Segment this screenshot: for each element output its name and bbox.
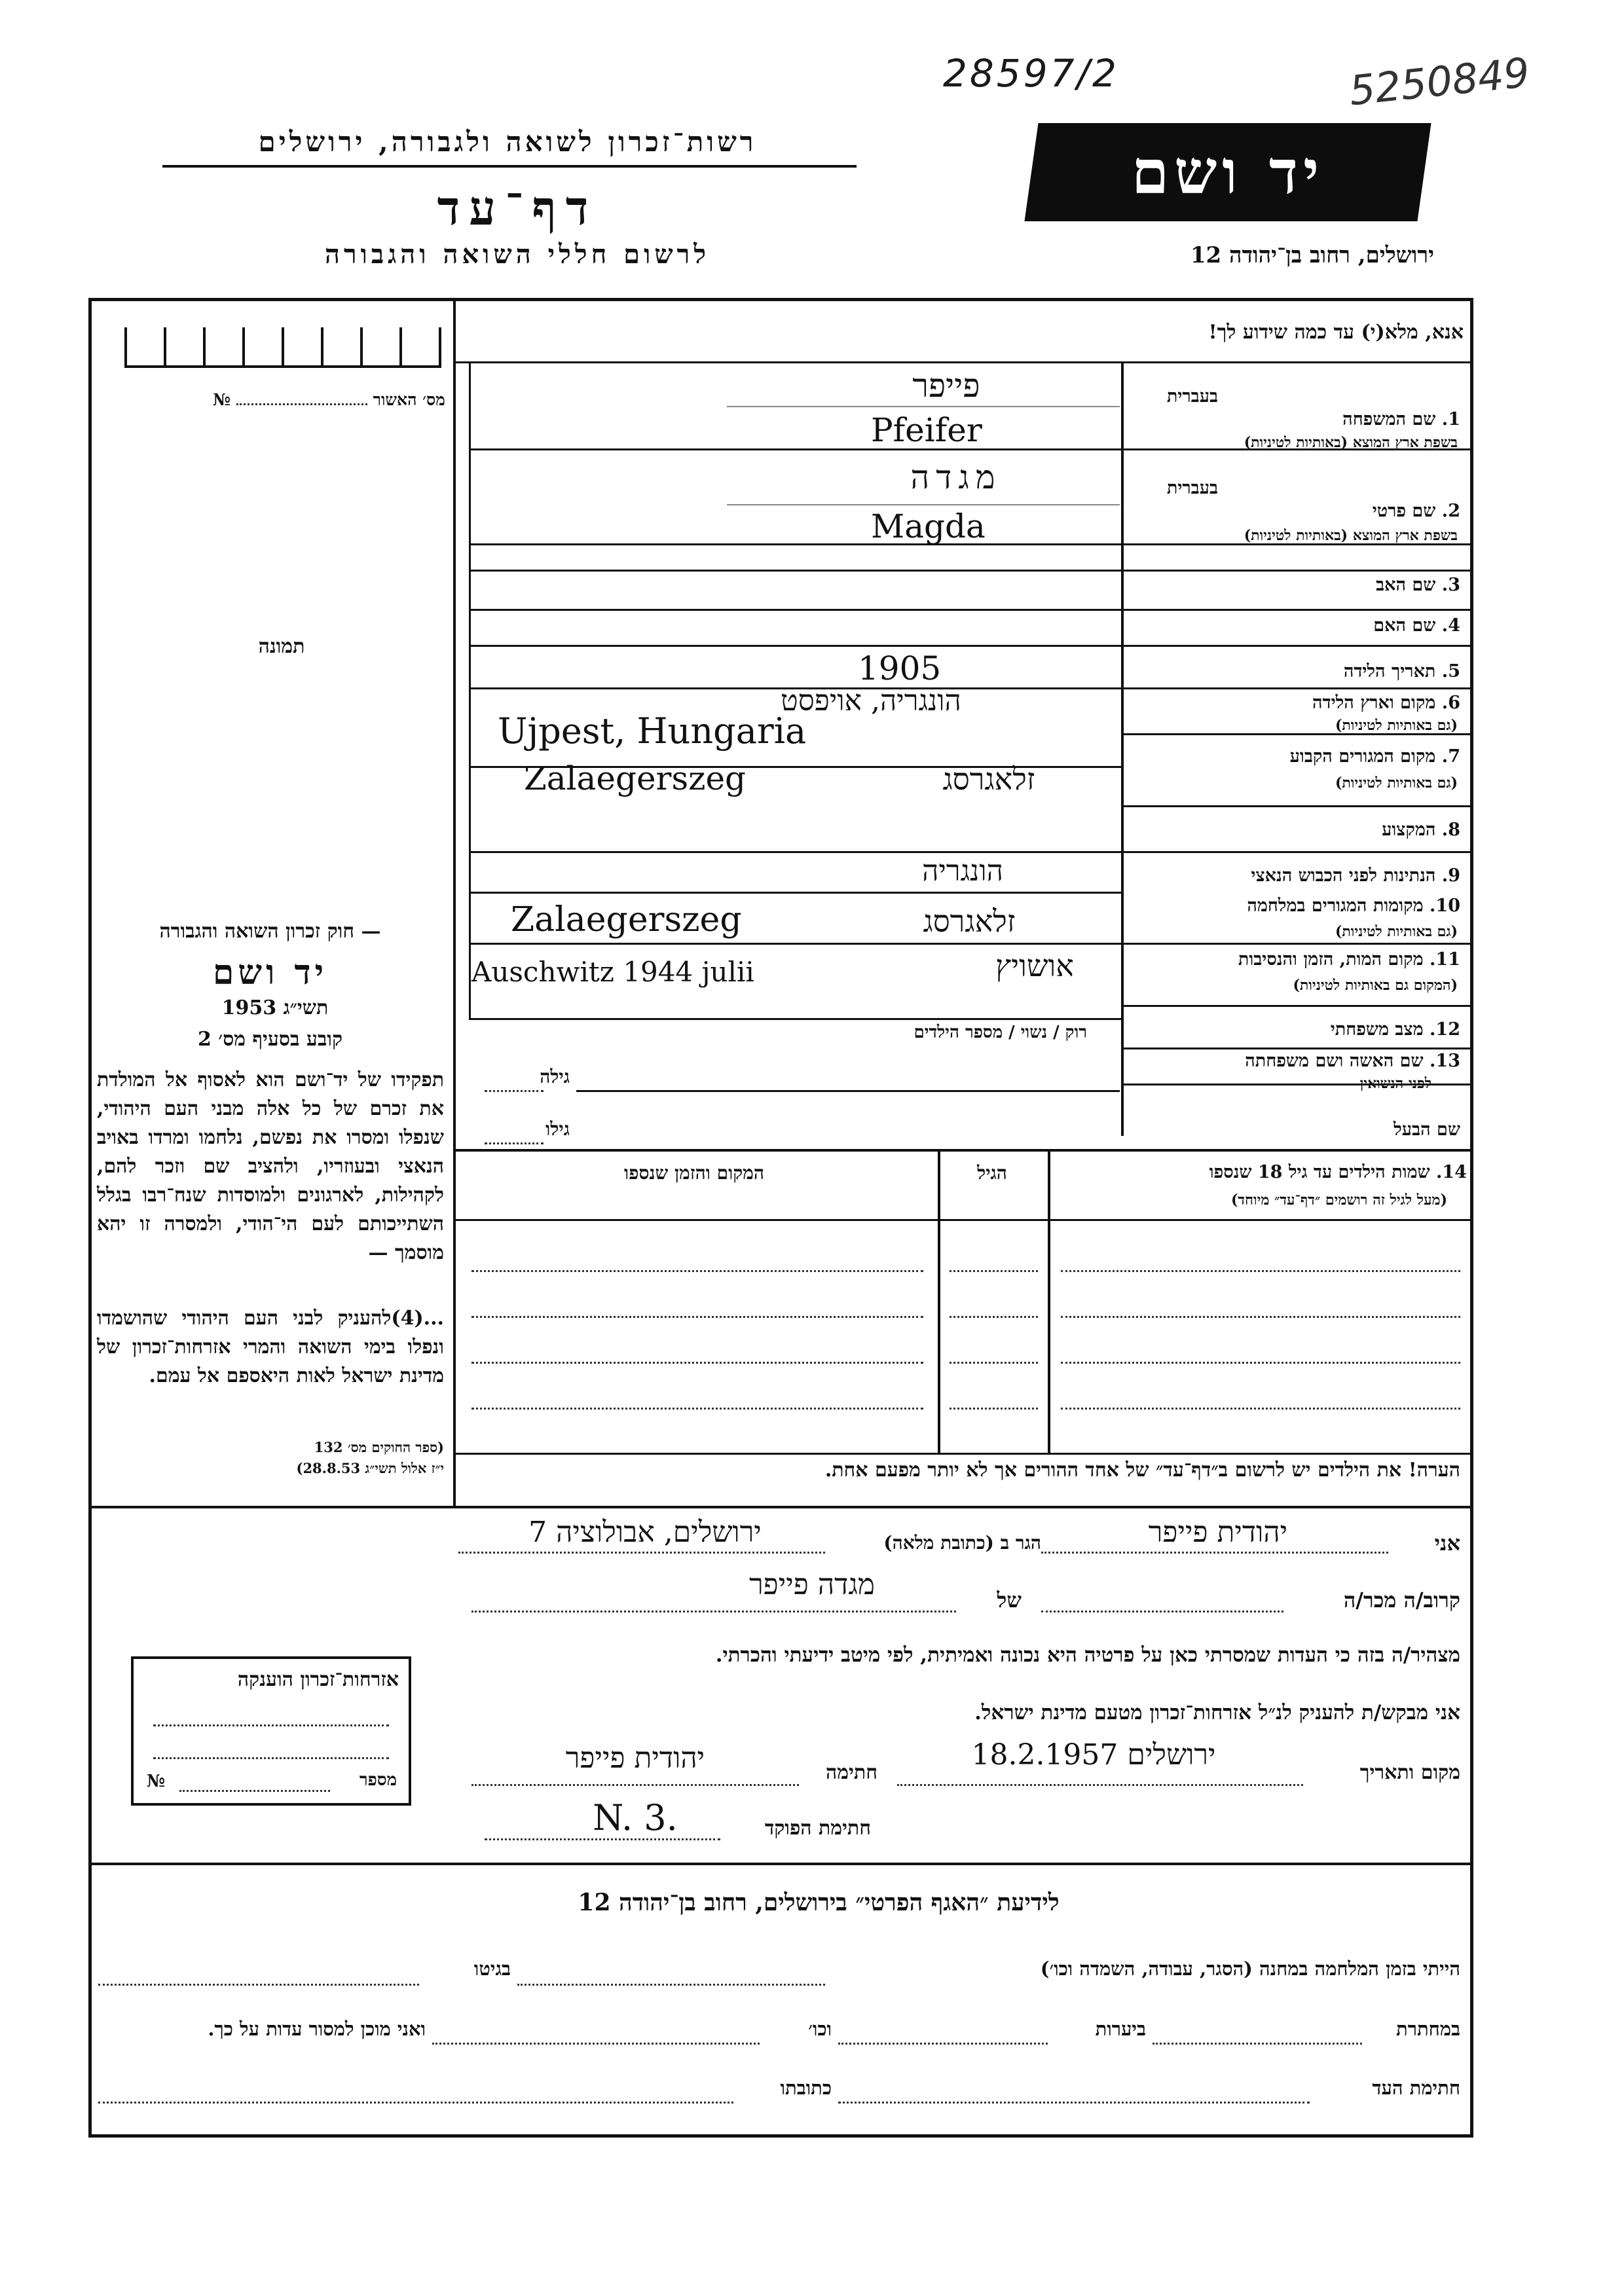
number-label: מספר	[359, 1770, 397, 1790]
lang-label-2: בעברית	[1166, 478, 1218, 498]
relative-label: קרוב/ה מכר/ה	[1343, 1588, 1460, 1613]
declaration-statement: מצהיר/ה בזה כי העדות שמסרתי כאן על פרטיה היא נכונה ואמיתית, לפי מיטב ידיעתי והכרתי.	[715, 1643, 1460, 1667]
field-7-sub: (גם באותיות לטיניות)	[1335, 774, 1458, 792]
field-6-sub: (גם באותיות לטיניות)	[1335, 717, 1458, 734]
birth-place-latin: Ujpest, Hungaria	[498, 710, 807, 752]
approval-label: מס׳ האשור №	[213, 390, 445, 409]
instructions: אנא, מלא(י) עד כמה שידוע לך!	[1208, 321, 1464, 344]
item-number: 5250849	[1346, 48, 1532, 115]
birth-date-value: 1905	[858, 649, 942, 687]
photo-label: תמונה	[258, 635, 305, 658]
children-sub: (מעל לגיל זה רושמים ״דף־עד״ מיוחד)	[1230, 1192, 1447, 1209]
field-11-label: 11. מקום המות, הזמן והנסיבות	[1238, 949, 1460, 970]
footer-line1-a: הייתי בזמן המלחמה במחנה (הסגר, עבודה, השמדה וכו׳)	[1040, 1958, 1460, 1980]
lang-label-1: בעברית	[1166, 386, 1218, 407]
field-11-sub: (המקום גם באותיות לטיניות)	[1293, 977, 1458, 994]
law-text-2: ...(4)להעניק לבני העם היהודי שהושמדו ונפלו בימי השואה והמרי אזרחות־זכרון של מדינת ישראל לאות היאספם אל עמם.	[97, 1307, 444, 1387]
field-13-label: 13. שם האשה ושם משפחתה	[1245, 1051, 1460, 1071]
footer-line2-b: ביערות	[1095, 2018, 1146, 2040]
declarant-address: ירושלים, אבולוציה 7	[528, 1516, 762, 1549]
citizenship-box	[131, 1656, 411, 1806]
place-date-value: ירושלים 18.2.1957	[971, 1738, 1216, 1772]
field-8-label: 8. המקצוע	[1382, 820, 1460, 840]
relative-of-name: מגדה פייפר	[749, 1568, 875, 1601]
place-date-label: מקום ותאריך	[1359, 1761, 1460, 1784]
first-name-hebrew: מגדה	[910, 458, 1002, 496]
field-3-label: 3. שם האב	[1376, 575, 1460, 595]
yad-vashem-logo	[1024, 123, 1431, 221]
resides-label: הגר ב (כתובת מלאה)	[883, 1532, 1041, 1554]
declaration-request: אני מבקש/ת להעניק לנ״ל אזרחות־זכרון מטעם מדינת ישראל.	[974, 1701, 1460, 1724]
signature-value: יהודית פייפר	[565, 1741, 705, 1775]
field-10-label: 10. מקומות המגורים במלחמה	[1247, 896, 1460, 916]
residence-hebrew: זלאגרסג	[942, 761, 1035, 797]
footer-line3-b: כתובתו	[780, 2077, 832, 2099]
father-name-value	[498, 576, 1087, 602]
law-clause: קובע בסעיף מס׳ 2	[197, 1028, 343, 1051]
law-reference-2: י״ז אלול תשי״ג 28.8.53)	[296, 1460, 444, 1476]
husband-age-label: גילו	[545, 1118, 570, 1140]
field-2-label: 2. שם פרטי	[1372, 501, 1460, 521]
logo-text: יד ושם	[1131, 137, 1325, 208]
tick-marks	[124, 327, 445, 367]
first-name-latin: Magda	[871, 507, 986, 545]
place-header: המקום והזמן שנספו	[624, 1162, 764, 1184]
family-name-hebrew: פייפר	[912, 367, 980, 405]
clerk-signature: N. 3.	[593, 1797, 678, 1838]
field-6-label: 6. מקום וארץ הלידה	[1312, 693, 1460, 713]
address: ירושלים, רחוב בן־יהודה 12	[1190, 242, 1434, 268]
law-text: תפקידו של יד־ושם הוא לאסוף אל המולדת את זכרם של כל אלה מבני העם היהודי, שנפלו ומסרו את נפשם, נלחמו ומרדו באויב הנאצי ובעוזריו, ולהציב שם וזכר להם, לקהילות, לארגונים ולמוסדות שנח־רבו בגלל השתייכותם לעם הי־הודי, ולמסרה זו יהא מוסמך —	[97, 1068, 444, 1264]
death-place-hebrew: אושויץ	[995, 948, 1074, 983]
signature-label: חתימה	[826, 1761, 877, 1784]
note: הערה! את הילדים יש לרשום ב״דף־עד״ של אחד ההורים אך לא יותר מפעם אחת.	[824, 1459, 1460, 1482]
field-2-sub: בשפת ארץ המוצא (באותיות לטיניות)	[1244, 527, 1458, 544]
field-5-label: 5. תאריך הלידה	[1343, 661, 1460, 682]
death-place-latin: Auschwitz 1944 julii	[471, 956, 754, 988]
footer-line2-a: במחתרת	[1396, 2018, 1460, 2040]
birth-place-hebrew: הונגריה, אויפסט	[781, 684, 961, 718]
husband-label: שם הבעל	[1393, 1120, 1460, 1140]
number-sign: №	[147, 1772, 166, 1791]
footer-line1-b: בגיטו	[473, 1958, 511, 1980]
wife-age-label: גילה	[540, 1066, 570, 1087]
field-9-label: 9. הנתינות לפני הכבוש הנאצי	[1251, 866, 1460, 886]
children-label: 14. שמות הילדים עד גיל 18 שנספו	[1209, 1162, 1467, 1182]
law-reference: (ספר החוקים מס׳ 132	[314, 1439, 444, 1455]
clerk-label: חתימת הפוקד	[764, 1817, 871, 1840]
reference-number: 28597/2	[943, 51, 1119, 96]
field-7-label: 7. מקום המגורים הקבוע	[1289, 746, 1460, 767]
marital-status-options: רוק / נשוי / מספר הילדים	[913, 1023, 1087, 1042]
profession-value	[498, 818, 1087, 845]
field-12-label: 12. מצב משפחתי	[1330, 1019, 1460, 1040]
wartime-residence-latin: Zalaegerszeg	[511, 900, 742, 939]
declarant-name: יהודית פייפר	[1148, 1516, 1288, 1549]
law-year: תשי״ג 1953	[221, 996, 329, 1019]
mother-name-value	[498, 615, 1087, 642]
law-name: יד ושם	[212, 953, 328, 993]
law-title: — חוק זכרון השואה והגבורה	[159, 920, 381, 943]
footer-line2-d: ואני מוכן למסור עדות על כך.	[208, 2018, 426, 2040]
field-10-sub: (גם באותיות לטיניות)	[1335, 923, 1458, 940]
citizenship-box-title: אזרחות־זכרון הוענקה	[237, 1668, 399, 1691]
field-13-sub: לפני הנשואין	[1359, 1075, 1431, 1092]
residence-latin: Zalaegerszeg	[524, 759, 747, 797]
form-title: דף־עד	[437, 180, 598, 236]
field-1-sub: בשפת ארץ המוצא (באותיות לטיניות)	[1244, 434, 1458, 451]
age-header: הגיל	[977, 1162, 1007, 1184]
footer-line2-c: וכו׳	[808, 2018, 832, 2040]
organization-name: רשות־זכרון לשואה ולגבורה, ירושלים	[258, 126, 757, 158]
footer-line3-a: חתימת העד	[1372, 2077, 1460, 2099]
form-subtitle: לרשום חללי השואה והגבורה	[324, 239, 710, 270]
field-4-label: 4. שם האם	[1373, 615, 1460, 636]
footer-title: לידיעת ״האגף הפרטי״ בירושלים, רחוב בן־יהודה 12	[578, 1889, 1060, 1916]
nationality-value: הונגריה	[922, 854, 1003, 888]
wartime-residence-hebrew: זלאגרסג	[923, 903, 1016, 939]
family-name-latin: Pfeifer	[871, 411, 982, 449]
i-label: אני	[1434, 1531, 1460, 1556]
of-label: של	[997, 1588, 1022, 1613]
field-1-label: 1. שם המשפחה	[1342, 409, 1460, 429]
